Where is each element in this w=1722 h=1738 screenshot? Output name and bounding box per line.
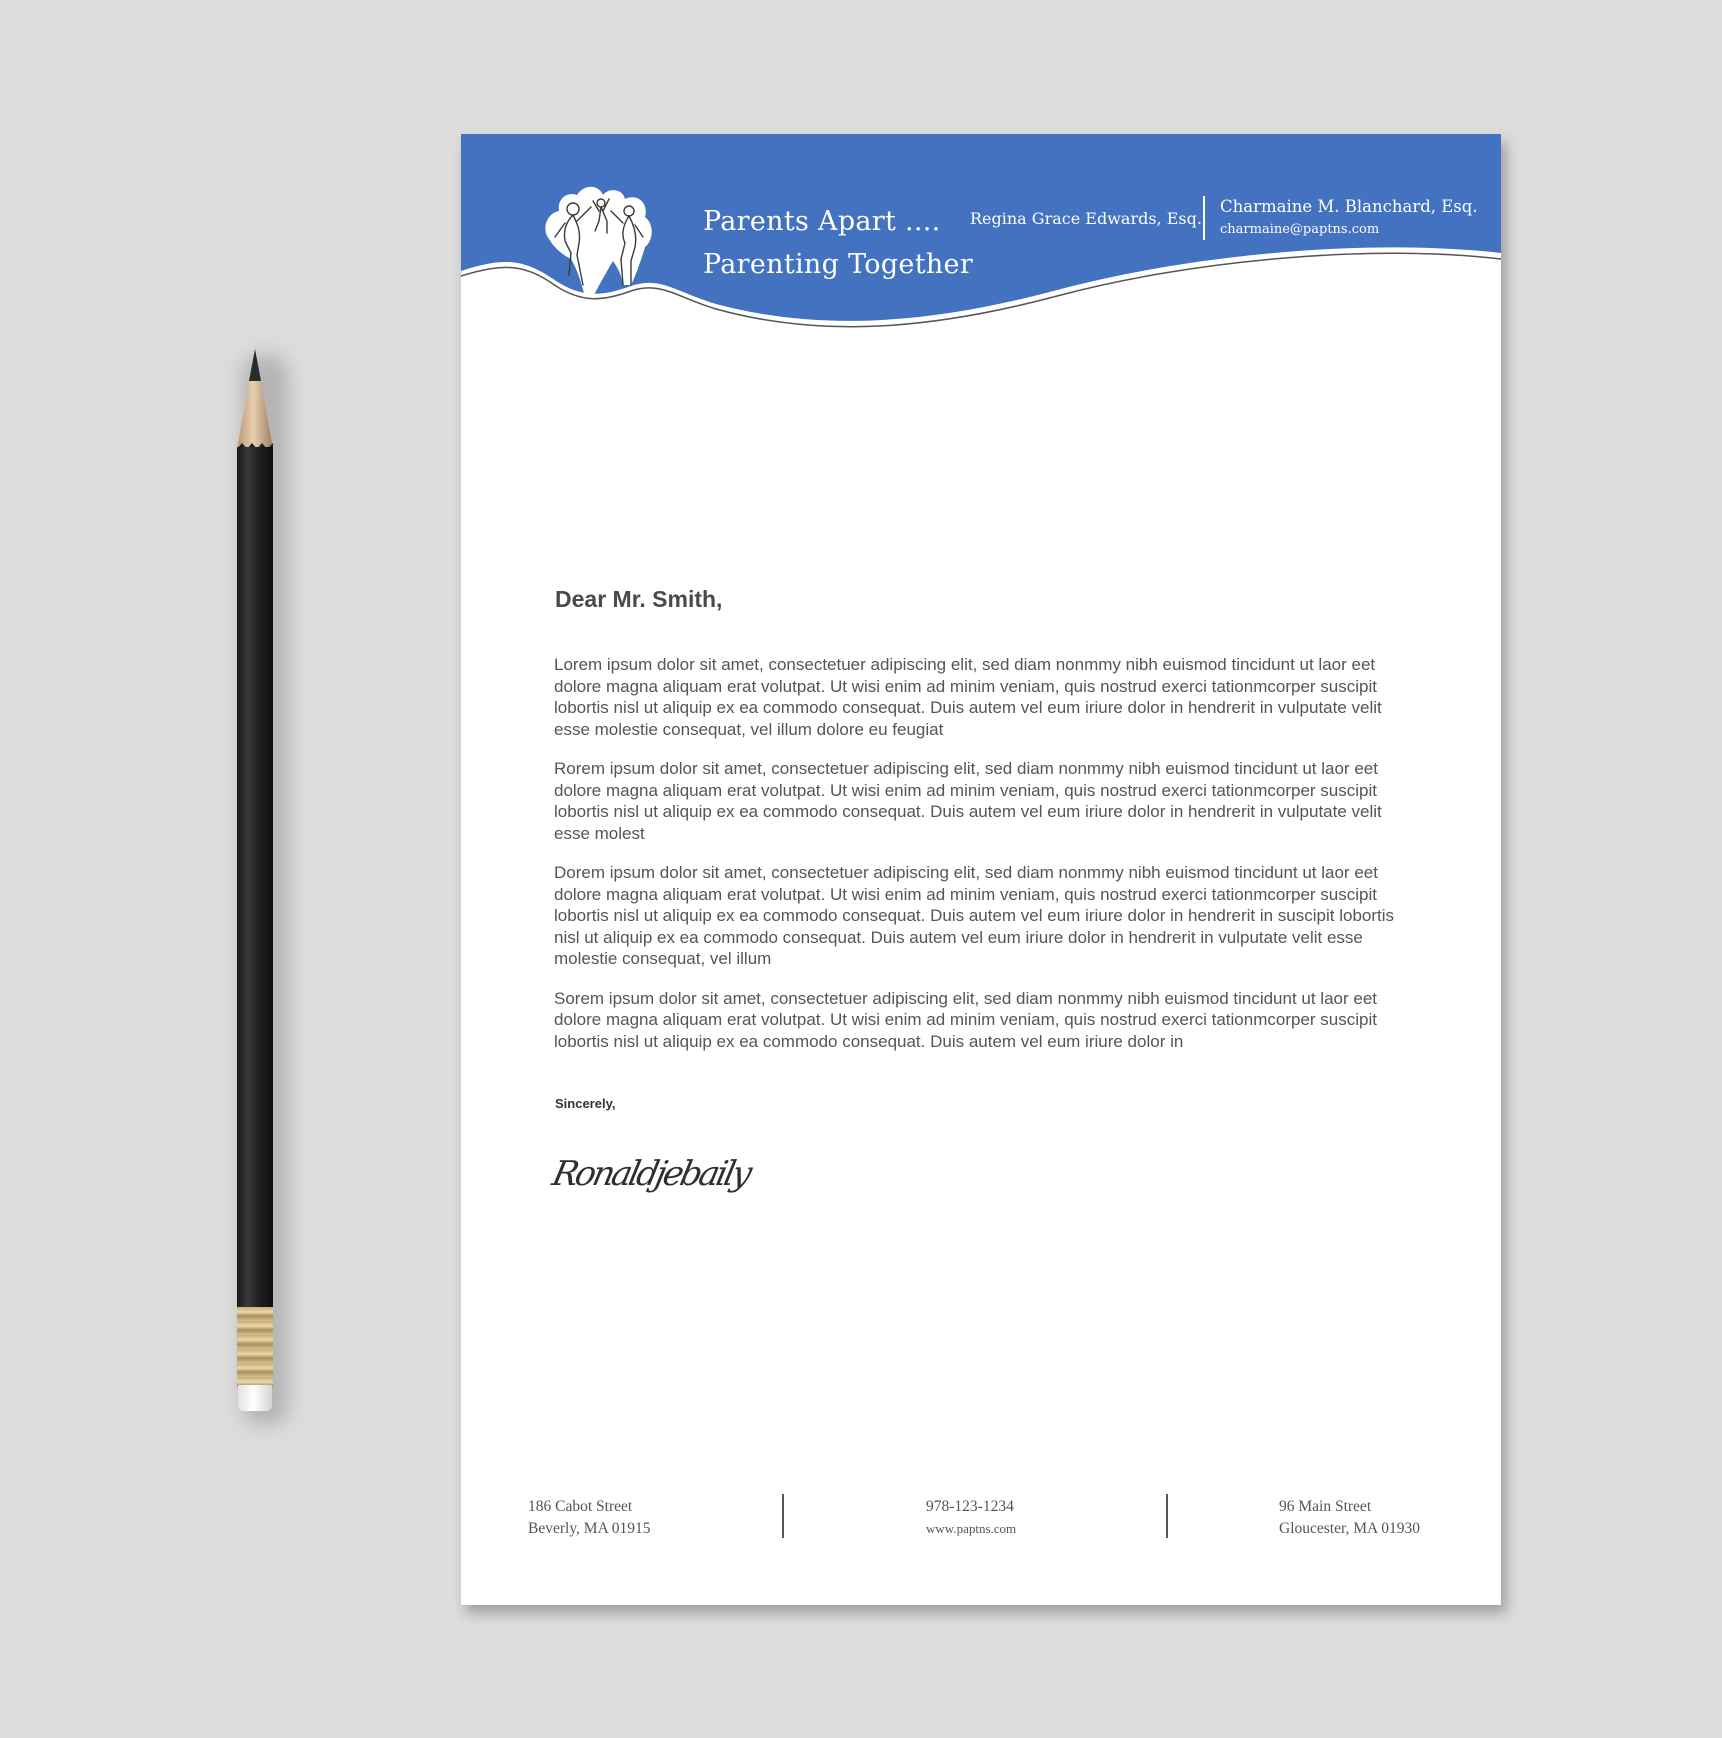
letter-salutation: Dear Mr. Smith, xyxy=(555,586,723,612)
header-divider xyxy=(1203,196,1205,240)
attorney-email: charmaine@paptns.com xyxy=(1220,222,1380,237)
body-paragraph-2: Rorem ipsum dolor sit amet, consectetuer adipiscing elit, sed diam nonmmy nibh euismod tincidunt ut laor eet dolore magna aliquam erat volutpat. Ut wisi enim ad minim veniam, quis nostrud exerci tationmcorper suscipit lobortis nisl ut aliquip ex ea commodo consequat. Duis autem vel eum iriure dolor in hendrerit in vulputate velit esse molest xyxy=(554,759,1382,843)
pencil-ferrule xyxy=(237,1307,273,1387)
footer-address-left xyxy=(528,1496,651,1540)
pencil-tip xyxy=(230,345,280,449)
body-paragraph-4: Sorem ipsum dolor sit amet, consectetuer adipiscing elit, sed diam nonmmy nibh euismod tincidunt ut laor eet dolore magna aliquam erat volutpat. Ut wisi enim ad minim veniam, quis nostrud exerci tationmcorper suscipit lobortis nisl ut aliquip ex ea commodo consequat. Duis autem vel eum iriure dolor in xyxy=(554,988,1378,1051)
brand-tagline-line2: Parenting Together xyxy=(703,249,974,280)
letter-body xyxy=(554,654,1414,1070)
footer-website: www.paptns.com xyxy=(926,1521,1017,1536)
attorney-name-2: Charmaine M. Blanchard, Esq. xyxy=(1220,197,1478,216)
pencil-eraser xyxy=(238,1385,272,1411)
footer-address-right xyxy=(1279,1496,1420,1540)
letterhead-paper xyxy=(461,134,1501,1605)
footer-divider-1 xyxy=(782,1494,784,1538)
letter-closing: Sincerely, xyxy=(555,1096,616,1111)
footer-right-street: 96 Main Street xyxy=(1279,1498,1372,1515)
footer-right-city: Gloucester, MA 01930 xyxy=(1279,1520,1421,1537)
footer-divider-2 xyxy=(1166,1494,1168,1538)
footer-phone: 978-123-1234 xyxy=(926,1498,1014,1515)
family-icon xyxy=(537,181,667,299)
brand-tagline-line1: Parents Apart .... xyxy=(703,206,941,237)
pencil xyxy=(230,345,280,1425)
footer-contact xyxy=(926,1496,1016,1540)
footer-left-city: Beverly, MA 01915 xyxy=(528,1520,651,1537)
footer-left-street: 186 Cabot Street xyxy=(528,1498,633,1515)
signature: Ronaldjebaily xyxy=(548,1154,753,1194)
pencil-body xyxy=(237,447,273,1309)
body-paragraph-3: Dorem ipsum dolor sit amet, consectetuer adipiscing elit, sed diam nonmmy nibh euismod tincidunt ut laor eet dolore magna aliquam erat volutpat. Ut wisi enim ad minim veniam, quis nostrud exerci tationmcorper suscipit lobortis nisl ut aliquip ex ea commodo consequat. Duis autem vel eum iriure dolor in hendrerit in suscipit lobortis nisl ut aliquip ex ea commodo consequat. Duis autem vel eum iriure dolor in hendrerit in vulputate velit esse molestie consequat, vel illum xyxy=(554,863,1395,968)
body-paragraph-1: Lorem ipsum dolor sit amet, consectetuer adipiscing elit, sed diam nonmmy nibh euismod tincidunt ut laor eet dolore magna aliquam erat volutpat. Ut wisi enim ad minim veniam, quis nostrud exerci tationmcorper suscipit lobortis nisl ut aliquip ex ea commodo consequat. Duis autem vel eum iriure dolor in hendrerit in vulputate velit esse molestie consequat, vel illum dolore eu feugiat xyxy=(554,655,1382,739)
attorney-name-1: Regina Grace Edwards, Esq. xyxy=(970,209,1202,228)
